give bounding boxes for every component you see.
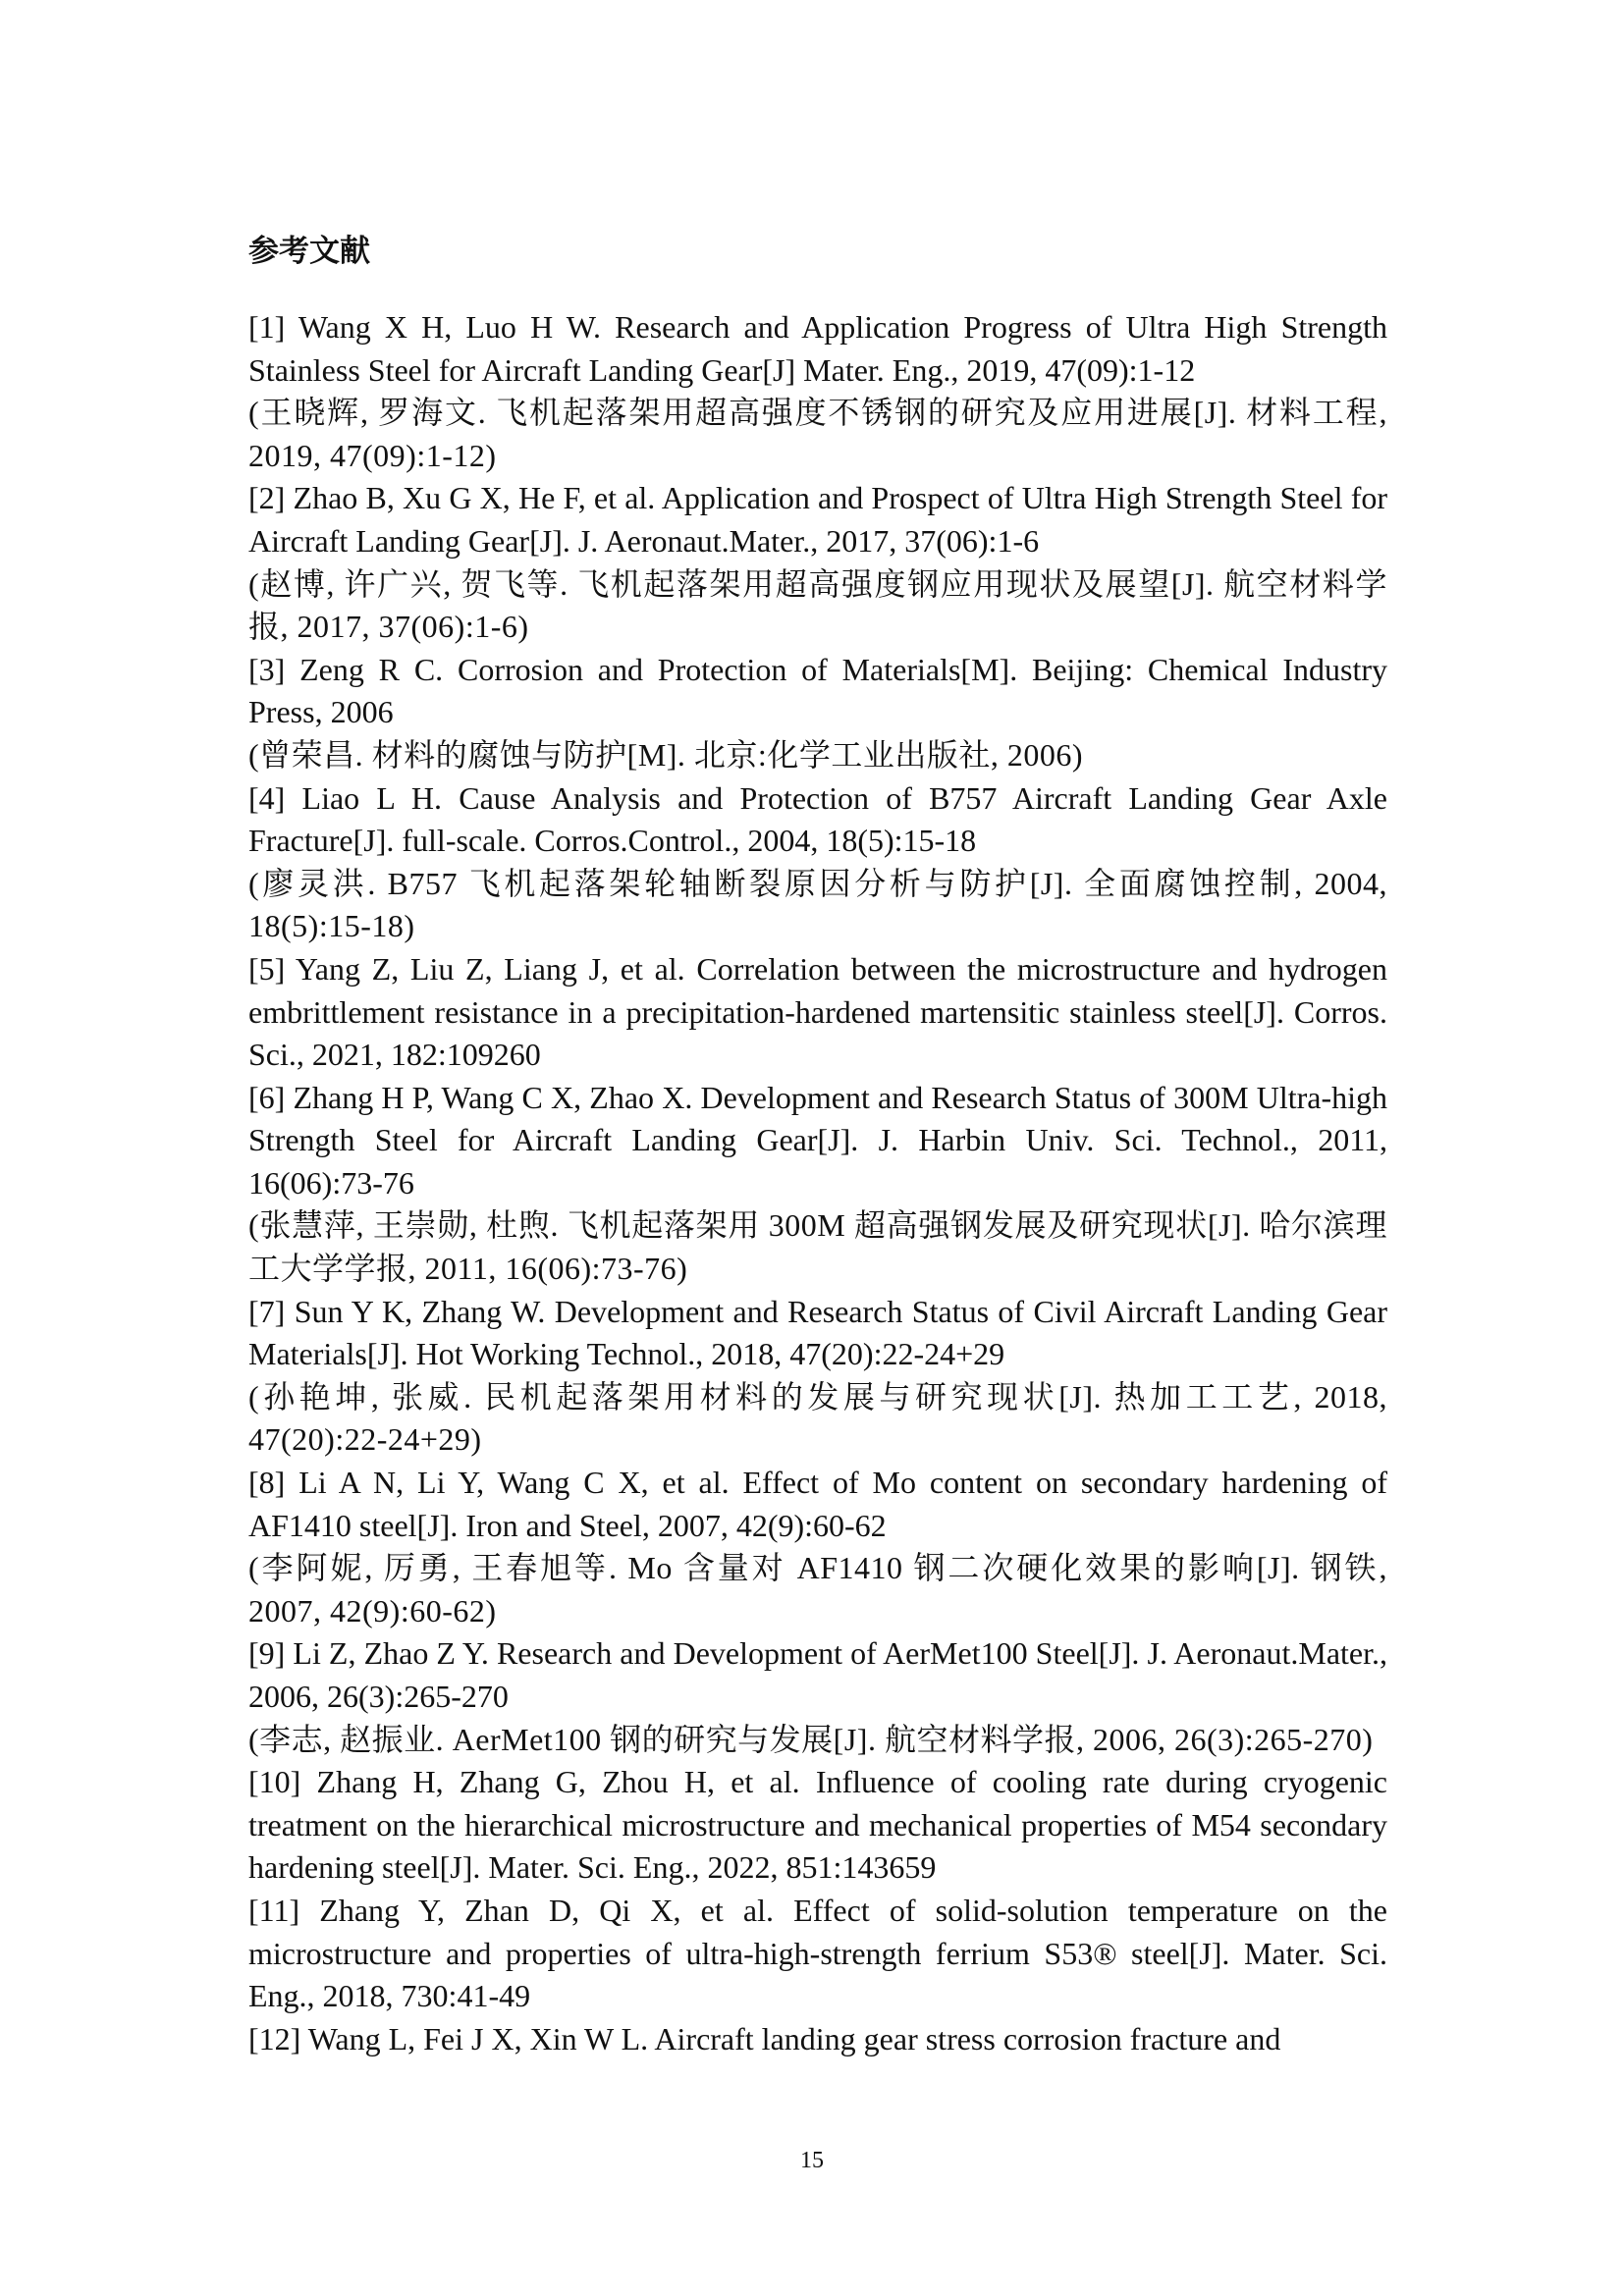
reference-english: [5] Yang Z, Liu Z, Liang J, et al. Correlation between the microstructure and hydrogen embrittlement resistance in a precipitation-hardened martensitic stainless steel[J]. Corros. Sci., 2021, 182:109260: [248, 950, 1387, 1073]
reference-english: [4] Liao L H. Cause Analysis and Protection of B757 Aircraft Landing Gear Axle Fracture[J]. full-scale. Corros.Control., 2004, 18(5):15-18: [248, 779, 1387, 859]
reference-item-7: [248, 1291, 1387, 1462]
reference-chinese: (李阿妮, 厉勇, 王春旭等. Mo 含量对 AF1410 钢二次硬化效果的影响[J]. 钢铁, 2007, 42(9):60-62): [248, 1550, 1387, 1629]
reference-english: [9] Li Z, Zhao Z Y. Research and Development of AerMet100 Steel[J]. J. Aeronaut.Mater., 2006, 26(3):265-270: [248, 1635, 1387, 1714]
reference-chinese: (李志, 赵振业. AerMet100 钢的研究与发展[J]. 航空材料学报, 2006, 26(3):265-270): [248, 1721, 1374, 1757]
reference-chinese: (张慧萍, 王崇勋, 杜煦. 飞机起落架用 300M 超高强钢发展及研究现状[J]. 哈尔滨理工大学学报, 2011, 16(06):73-76): [248, 1207, 1387, 1287]
reference-english: [10] Zhang H, Zhang G, Zhou H, et al. Influence of cooling rate during cryogenic treatment on the hierarchical microstructure and mechanical properties of M54 secondary hardening steel[J]. Mater. Sci. Eng., 2022, 851:143659: [248, 1764, 1387, 1886]
reference-item-9: [248, 1632, 1387, 1761]
reference-english: [1] Wang X H, Luo H W. Research and Application Progress of Ultra High Strength Stainless Steel for Aircraft Landing Gear[J] Mater. Eng., 2019, 47(09):1-12: [248, 309, 1387, 388]
reference-item-5: [248, 948, 1387, 1077]
reference-chinese: (孙艳坤, 张威. 民机起落架用材料的发展与研究现状[J]. 热加工工艺, 2018, 47(20):22-24+29): [248, 1378, 1387, 1458]
reference-english: [2] Zhao B, Xu G X, He F, et al. Application and Prospect of Ultra High Strength Steel for Aircraft Landing Gear[J]. J. Aeronaut.Mater., 2017, 37(06):1-6: [248, 480, 1387, 559]
references-heading: 参考文献: [248, 234, 370, 269]
reference-english: [7] Sun Y K, Zhang W. Development and Research Status of Civil Aircraft Landing Gear Materials[J]. Hot Working Technol., 2018, 47(20):22-24+29: [248, 1293, 1387, 1372]
reference-list: [248, 306, 1387, 2060]
reference-item-3: [248, 649, 1387, 777]
page-number: 15: [800, 2148, 824, 2173]
reference-item-12: [248, 2018, 1387, 2061]
reference-item-1: [248, 306, 1387, 477]
reference-english: [6] Zhang H P, Wang C X, Zhao X. Development and Research Status of 300M Ultra-high Strength Steel for Aircraft Landing Gear[J]. J. Harbin Univ. Sci. Technol., 2011, 16(06):73-76: [248, 1079, 1387, 1201]
reference-item-4: [248, 777, 1387, 948]
reference-chinese: (赵博, 许广兴, 贺飞等. 飞机起落架用超高强度钢应用现状及展望[J]. 航空材料学报, 2017, 37(06):1-6): [248, 565, 1387, 645]
reference-item-11: [248, 1890, 1387, 2018]
reference-item-8: [248, 1462, 1387, 1632]
reference-item-10: [248, 1761, 1387, 1890]
reference-chinese: (曾荣昌. 材料的腐蚀与防护[M]. 北京:化学工业出版社, 2006): [248, 736, 1083, 773]
reference-english: [12] Wang L, Fei J X, Xin W L. Aircraft landing gear stress corrosion fracture and: [248, 2020, 1281, 2056]
reference-english: [3] Zeng R C. Corrosion and Protection of Materials[M]. Beijing: Chemical Industry Press, 2006: [248, 651, 1387, 730]
reference-english: [11] Zhang Y, Zhan D, Qi X, et al. Effect of solid-solution temperature on the microstructure and properties of ultra-high-strength ferrium S53® steel[J]. Mater. Sci. Eng., 2018, 730:41-49: [248, 1892, 1387, 2014]
reference-item-2: [248, 477, 1387, 648]
reference-english: [8] Li A N, Li Y, Wang C X, et al. Effect of Mo content on secondary hardening of AF1410 steel[J]. Iron and Steel, 2007, 42(9):60-62: [248, 1465, 1387, 1543]
reference-chinese: (王晓辉, 罗海文. 飞机起落架用超高强度不锈钢的研究及应用进展[J]. 材料工程, 2019, 47(09):1-12): [248, 395, 1387, 473]
reference-item-6: [248, 1077, 1387, 1291]
reference-chinese: (廖灵洪. B757 飞机起落架轮轴断裂原因分析与防护[J]. 全面腐蚀控制, 2004, 18(5):15-18): [248, 865, 1387, 944]
